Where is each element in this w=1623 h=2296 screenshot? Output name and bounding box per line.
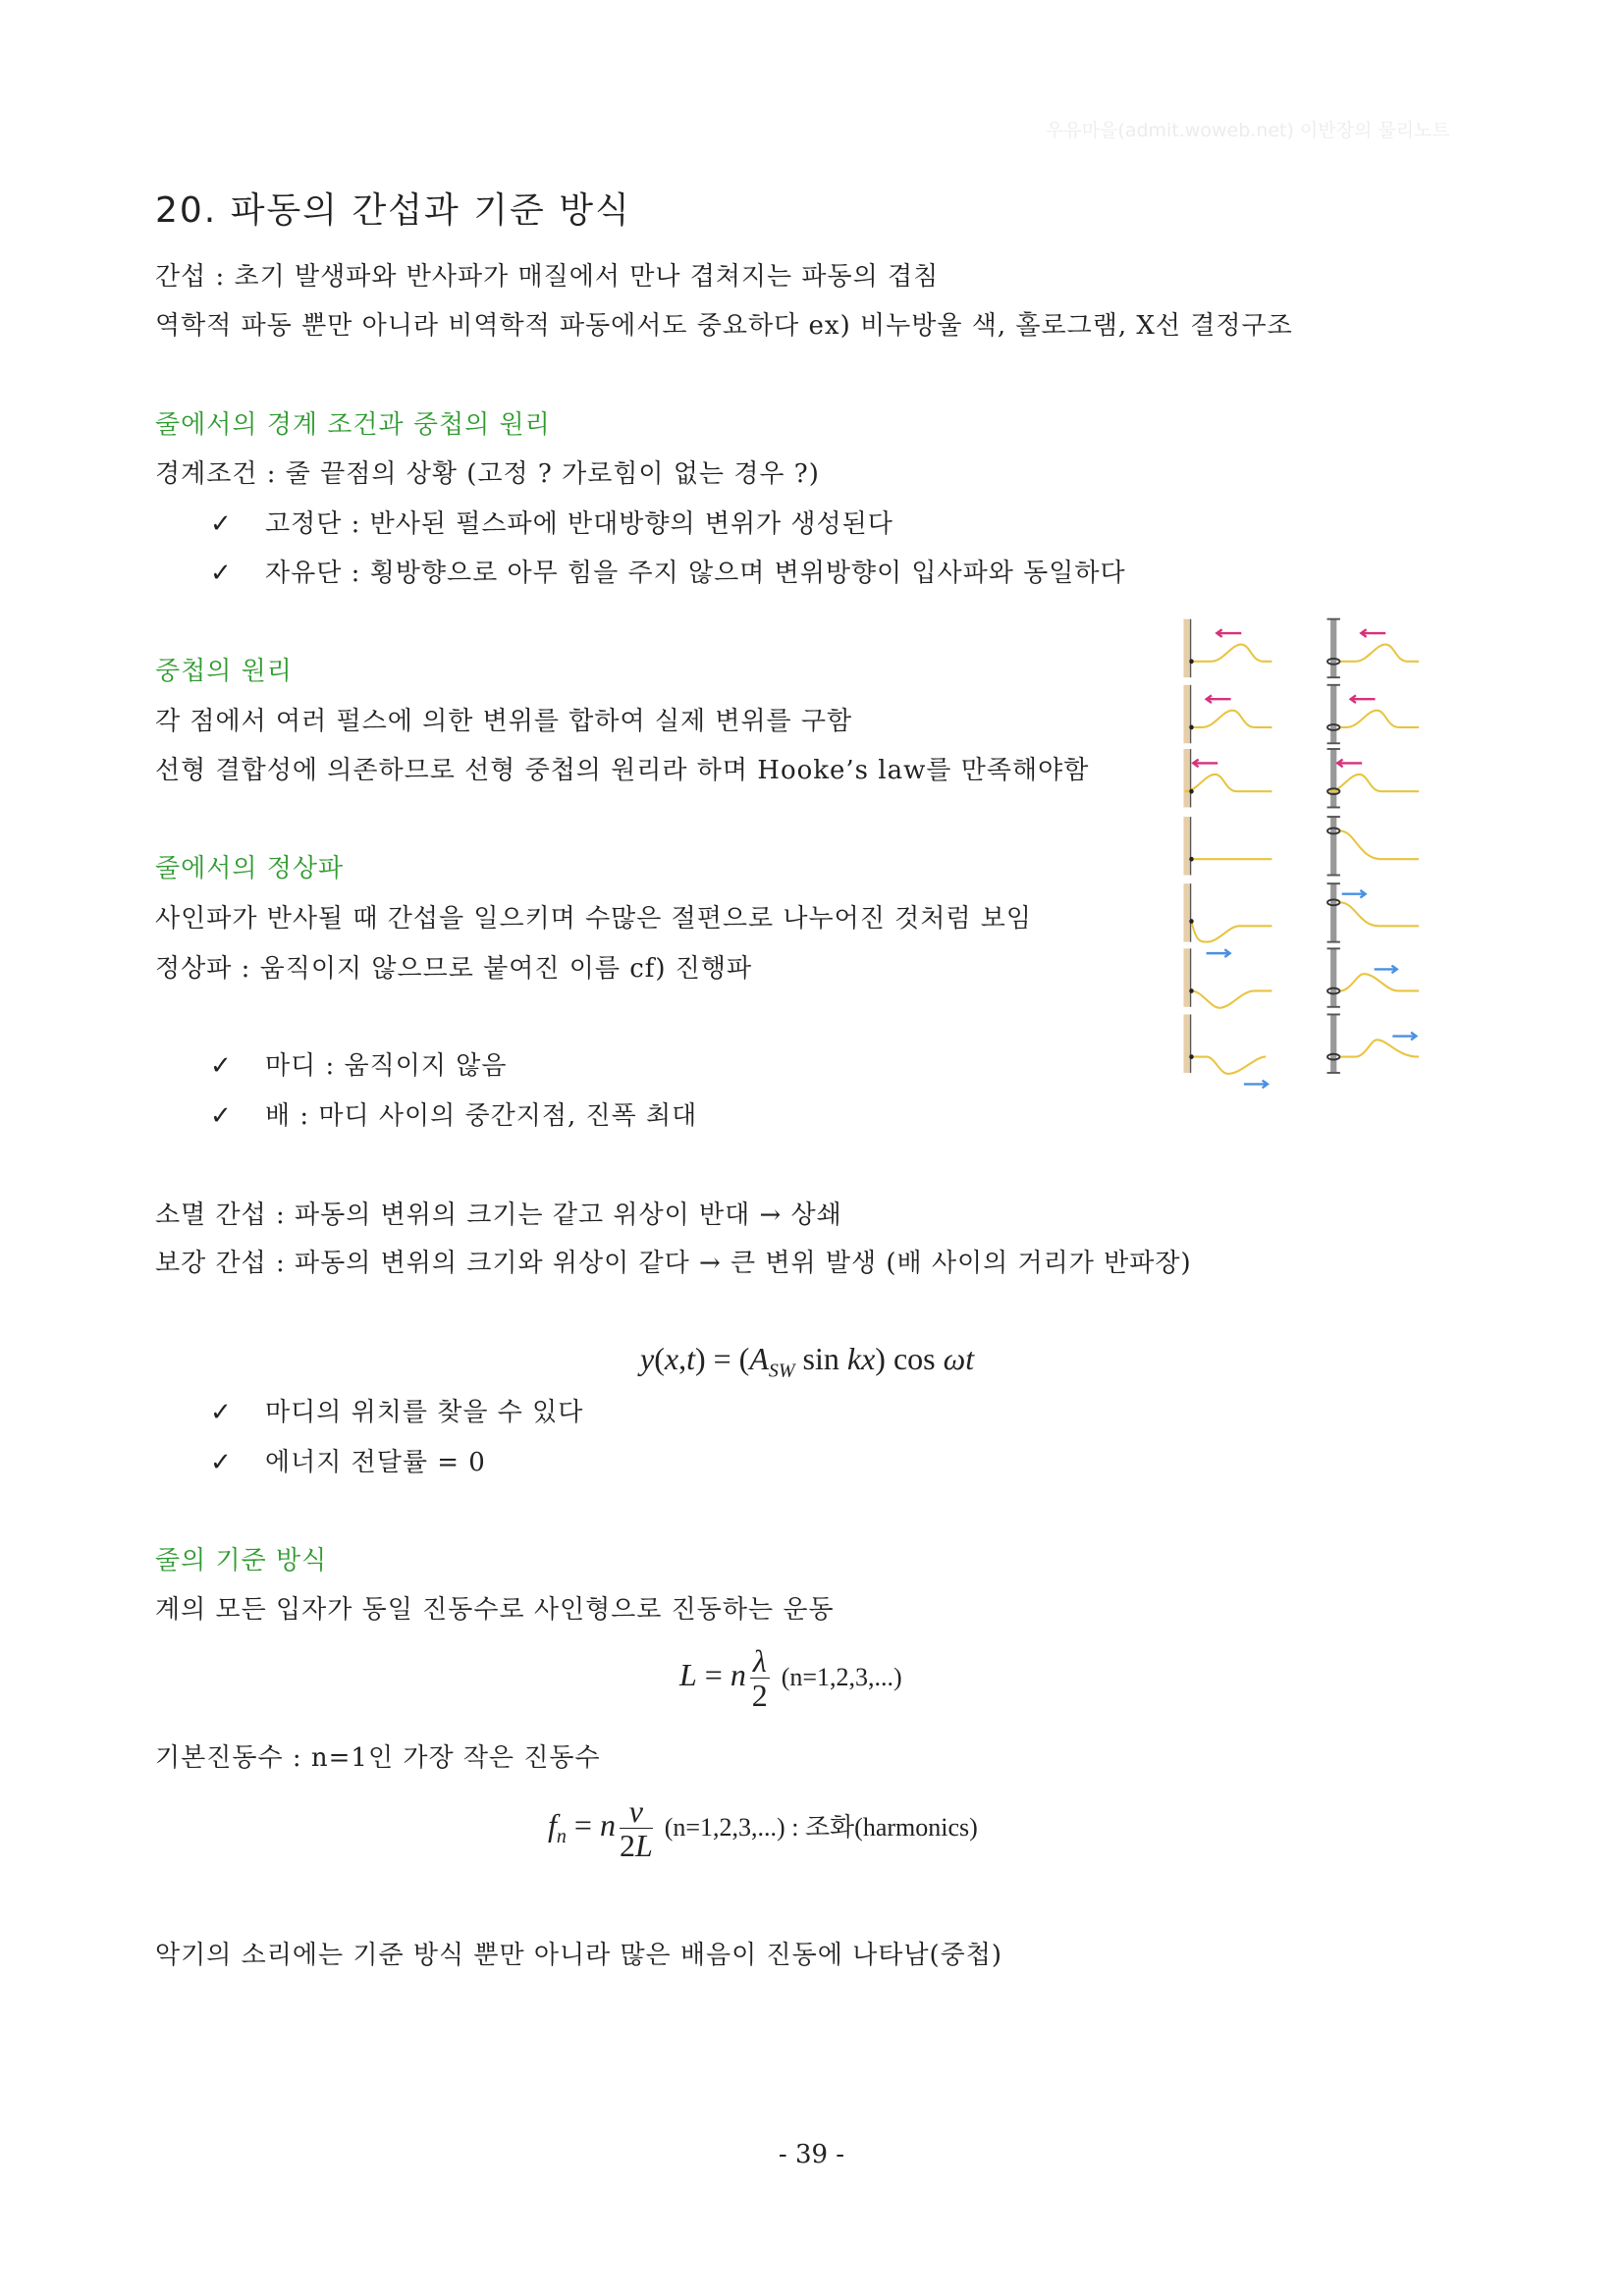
check-item xyxy=(210,1396,583,1429)
length-equation: L = n $\frac{\lambda}{2}$ (n=1,2,3,...) xyxy=(679,1643,902,1713)
check-item xyxy=(210,1099,697,1133)
text-line: 보강 간섭 : 파동의 변위의 크기와 위상이 같다 → 큰 변위 발생 (배 사이의 거리가 반파장) xyxy=(155,1249,1192,1278)
standing-wave-equation: $y(x,t) = (A_{SW}$ sin kx) cos ωt xyxy=(640,1341,975,1382)
fixed-wall xyxy=(1183,619,1190,677)
right-string xyxy=(1340,830,1419,859)
check-text: 마디의 위치를 찾을 수 있다 xyxy=(265,1398,584,1427)
string-knot xyxy=(1189,659,1193,664)
check-text: 배 : 마디 사이의 중간지점, 진폭 최대 xyxy=(265,1101,698,1131)
page-title: 20. 파동의 간섭과 기준 방식 xyxy=(155,190,631,231)
check-text: 에너지 전달률 = 0 xyxy=(265,1448,486,1477)
intro-line: 간섭 : 초기 발생파와 반사파가 매질에서 만나 겹쳐지는 파동의 겹침 xyxy=(155,262,940,292)
check-text: 마디 : 움직이지 않음 xyxy=(265,1051,508,1081)
free-end-pole xyxy=(1330,817,1336,875)
string-knot xyxy=(1189,725,1193,730)
section-heading: 줄의 기준 방식 xyxy=(155,1546,328,1575)
free-end-pole xyxy=(1330,685,1336,743)
check-item xyxy=(210,507,893,541)
check-icon: ✓ xyxy=(210,559,233,588)
check-icon: ✓ xyxy=(210,1101,233,1131)
right-string xyxy=(1340,974,1419,990)
check-icon: ✓ xyxy=(210,509,233,539)
fixed-wall xyxy=(1183,749,1190,807)
text-line: 각 점에서 여러 펄스에 의한 변위를 합하여 실제 변위를 구함 xyxy=(155,707,853,736)
check-icon: ✓ xyxy=(210,1051,233,1081)
fixed-wall xyxy=(1183,685,1190,743)
check-icon: ✓ xyxy=(210,1448,233,1477)
left-string xyxy=(1184,774,1271,791)
left-string xyxy=(1191,922,1271,942)
text-line: 사인파가 반사될 때 간섭을 일으키며 수많은 절편으로 나누어진 것처럼 보임 xyxy=(155,904,1032,934)
text-line: 악기의 소리에는 기준 방식 뿐만 아니라 많은 배음이 진동에 나타남(중첩) xyxy=(155,1941,1003,1970)
string-knot xyxy=(1189,988,1193,993)
text-line: 정상파 : 움직이지 않으므로 붙여진 이름 cf) 진행파 xyxy=(155,954,753,984)
text-line: 소멸 간섭 : 파동의 변위의 크기는 같고 위상이 반대 → 상쇄 xyxy=(155,1201,842,1230)
free-end-pole xyxy=(1330,619,1336,677)
string-knot xyxy=(1189,857,1193,862)
right-string xyxy=(1340,1040,1419,1056)
pulse-reflection-figure xyxy=(1171,612,1451,1186)
free-end-pole xyxy=(1330,883,1336,941)
condition: (n=1,2,3,...) xyxy=(781,1662,902,1691)
intro-line: 역학적 파동 뿐만 아니라 비역학적 파동에서도 중요하다 ex) 비누방울 색, 홀로그램, X선 결정구조 xyxy=(155,311,1293,341)
string-knot xyxy=(1189,919,1193,924)
fixed-wall xyxy=(1183,817,1190,875)
right-string xyxy=(1328,774,1419,791)
fixed-wall xyxy=(1183,1014,1190,1072)
free-end-pole xyxy=(1330,948,1336,1006)
check-text: 고정단 : 반사된 펄스파에 반대방향의 변위가 생성된다 xyxy=(265,509,893,539)
watermark: 우유마을(admit.woweb.net) 이반장의 물리노트 xyxy=(1046,120,1450,141)
check-item xyxy=(210,557,1126,590)
text-line: 선형 결합성에 의존하므로 선형 중첩의 원리라 하며 Hooke’s law를 만족해야함 xyxy=(155,756,1090,785)
free-end-pole xyxy=(1330,1014,1336,1072)
left-string xyxy=(1191,645,1271,662)
string-knot xyxy=(1189,1054,1193,1059)
fixed-wall xyxy=(1183,883,1190,941)
fixed-wall xyxy=(1183,948,1190,1006)
check-icon: ✓ xyxy=(210,1398,233,1427)
condition: (n=1,2,3,...) : 조화(harmonics) xyxy=(664,1812,978,1842)
section-heading: 줄에서의 정상파 xyxy=(155,854,345,883)
text-line: 기본진동수 : n=1인 가장 작은 진동수 xyxy=(155,1743,601,1773)
right-string xyxy=(1340,711,1419,727)
text-line: 계의 모든 입자가 동일 진동수로 사인형으로 진동하는 운동 xyxy=(155,1595,835,1625)
string-knot xyxy=(1189,789,1193,794)
right-string xyxy=(1340,902,1419,926)
section-heading: 중첩의 원리 xyxy=(155,657,293,686)
section-heading: 줄에서의 경계 조건과 중첩의 원리 xyxy=(155,410,551,440)
left-string xyxy=(1191,990,1271,1007)
right-string xyxy=(1340,645,1419,662)
check-item xyxy=(210,1049,507,1083)
check-text: 자유단 : 횡방향으로 아무 힘을 주지 않으며 변위방향이 입사파와 동일하다 xyxy=(265,559,1126,588)
check-item xyxy=(210,1446,486,1479)
frequency-equation: $f_n = n$ $\frac{v}{2L}$ (n=1,2,3,...) : 조화(harmonics) xyxy=(548,1793,978,1863)
text-line: 경계조건 : 줄 끝점의 상황 (고정 ? 가로힘이 없는 경우 ?) xyxy=(155,459,820,489)
left-string xyxy=(1191,711,1271,727)
free-end-pole xyxy=(1330,749,1336,807)
page-number: - 39 - xyxy=(778,2140,845,2169)
left-string xyxy=(1191,1057,1266,1074)
